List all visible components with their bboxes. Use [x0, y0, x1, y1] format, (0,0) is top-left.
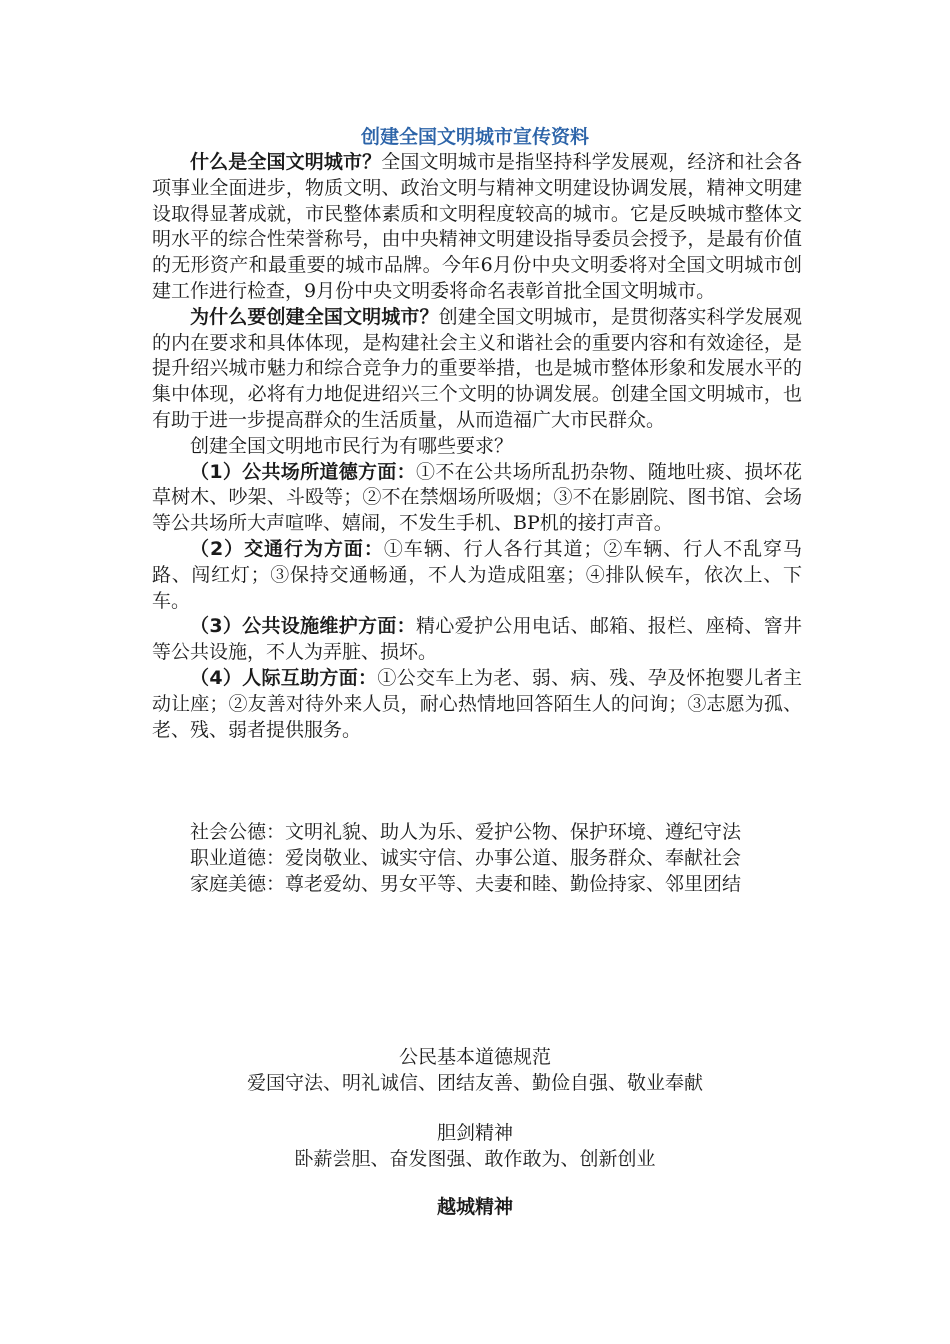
- requirement-label: （1）公共场所道德方面：: [190, 460, 416, 483]
- morals-section: [152, 820, 802, 897]
- requirement-text: 精心爱护公用电话、邮箱、报栏、座椅、窨井等公共设施，不人为弄脏、损坏。: [152, 615, 802, 664]
- danjian-text: 卧薪尝胆、奋发图强、敢作敢为、创新创业: [294, 1148, 656, 1170]
- question-what-is: 什么是全国文明城市？: [190, 151, 382, 173]
- answer-why: 创建全国文明城市，是贯彻落实科学发展观的内在要求和具体体现，是构建社会主义和谐社会的重要内容和有效途径，是提升绍兴城市魅力和综合竞争力的重要举措，也是城市整体形象和发展水平的集中体现，必将有力地促进绍兴三个文明的协调发展。创建全国文明城市，也有助于进一步提高群众的生活质量，从而造福广大市民群众。: [152, 305, 802, 431]
- moral-item: [152, 872, 802, 898]
- requirement-label: （2）交通行为方面：: [190, 537, 384, 560]
- answer-what-is: 全国文明城市是指坚持科学发展观，经济和社会各项事业全面进步，物质文明、政治文明与精神文明建设协调发展，精神文明建设取得显著成就，市民整体素质和文明程度较高的城市。它是反映城市整体文明水平的综合性荣誉称号，由中央精神文明建设指导委员会授予，是最有价值的无形资产和最重要的城市品牌。今年6月份中央文明委将对全国文明城市创建工作进行检查，9月份中央文明委将命名表彰首批全国文明城市。: [152, 151, 802, 302]
- civic-norms-text: 爱国守法、明礼诚信、团结友善、勤俭自强、敬业奉献: [246, 1072, 703, 1094]
- requirement-item: [152, 614, 802, 666]
- danjian-section: [0, 1120, 950, 1172]
- requirement-item: [152, 666, 802, 743]
- moral-item: [152, 846, 802, 872]
- moral-item: [152, 820, 802, 846]
- paragraph-why: [152, 305, 802, 434]
- moral-text: 尊老爱幼、男女平等、夫妻和睦、勤俭持家、邻里团结: [285, 872, 742, 895]
- paragraph-what-is: [152, 150, 802, 305]
- paragraph-requirements: [152, 434, 802, 460]
- requirement-text: ①公交车上为老、弱、病、残、孕及怀抱婴儿者主动让座；②友善对待外来人员，耐心热情地回答陌生人的问询；③志愿为孤、老、残、弱者提供服务。: [152, 666, 802, 741]
- requirement-item: [152, 537, 802, 614]
- requirement-label: （4）人际互助方面：: [190, 666, 378, 689]
- document-title: 创建全国文明城市宣传资料: [360, 126, 589, 148]
- civic-norms-section: [0, 1044, 950, 1096]
- moral-label: 社会公德：: [190, 821, 286, 843]
- document-body: [152, 150, 802, 743]
- moral-label: 职业道德：: [190, 846, 286, 869]
- moral-text: 爱岗敬业、诚实守信、办事公道、服务群众、奉献社会: [285, 846, 742, 869]
- question-why: 为什么要创建全国文明城市？: [190, 305, 439, 328]
- moral-text: 文明礼貌、助人为乐、爱护公物、保护环境、遵纪守法: [285, 821, 742, 843]
- danjian-heading: 胆剑精神: [436, 1122, 513, 1144]
- requirement-item: [152, 460, 802, 537]
- requirement-text: ①车辆、行人各行其道；②车辆、行人不乱穿马路、闯红灯；③保持交通畅通，不人为造成阻塞；④排队候车，依次上、下车。: [152, 537, 802, 612]
- requirement-text: ①不在公共场所乱扔杂物、随地吐痰、损坏花草树木、吵架、斗殴等；②不在禁烟场所吸烟；③不在影剧院、图书馆、会场等公共场所大声喧哗、嬉闹，不发生手机、BP机的接打声音。: [152, 460, 802, 535]
- yuecheng-heading: 越城精神: [436, 1196, 513, 1218]
- moral-label: 家庭美德：: [190, 872, 286, 895]
- yuecheng-section: [0, 1194, 950, 1220]
- requirement-label: （3）公共设施维护方面：: [190, 615, 416, 638]
- civic-norms-heading: 公民基本道德规范: [398, 1046, 551, 1068]
- question-requirements: 创建全国文明地市民行为有哪些要求？: [190, 434, 514, 457]
